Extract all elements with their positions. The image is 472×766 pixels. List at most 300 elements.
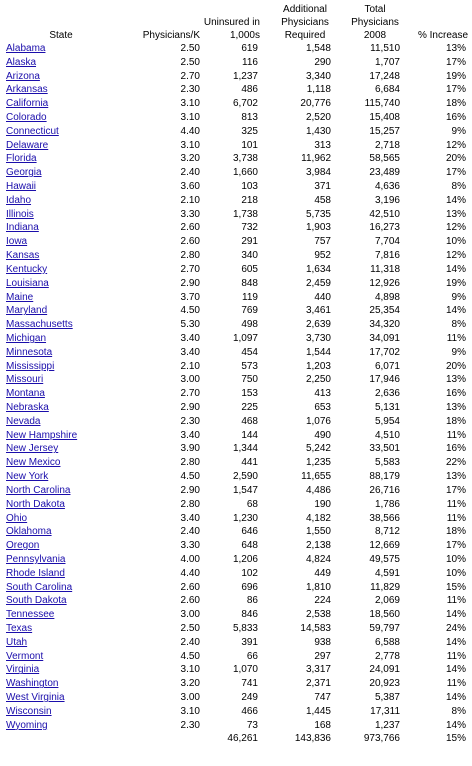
cell-physicians-per-k: 3.40 (180, 429, 200, 441)
cell-percent-increase: 11% (446, 595, 466, 607)
cell-state (0, 650, 122, 664)
cell-uninsured: 1,097 (232, 332, 258, 344)
cell-state (0, 415, 122, 429)
state-link[interactable]: Nevada (6, 415, 41, 427)
cell-total-physicians: 6,684 (374, 84, 400, 96)
cell-total-physicians: 6,588 (374, 636, 400, 648)
cell-physicians-per-k: 3.70 (180, 291, 200, 303)
table-row (0, 139, 472, 153)
cell-additional-physicians: 1,810 (305, 581, 331, 593)
total-uninsured: 46,261 (227, 733, 258, 745)
table-row (0, 470, 472, 484)
cell-state (0, 525, 122, 539)
cell-additional-physicians: 1,445 (305, 705, 331, 717)
cell-percent-increase: 16% (445, 443, 466, 455)
table-row (0, 608, 472, 622)
cell-state (0, 470, 122, 484)
state-link[interactable]: Hawaii (6, 181, 37, 193)
cell-additional-physicians: 3,340 (305, 70, 331, 82)
state-link[interactable]: Mississippi (6, 360, 55, 372)
cell-total-physicians: 5,387 (374, 692, 400, 704)
cell-state (0, 277, 122, 291)
cell-percent-increase: 19% (445, 70, 466, 82)
cell-uninsured: 6,702 (232, 98, 258, 110)
cell-percent-increase: 9% (451, 291, 466, 303)
table-row (0, 456, 472, 470)
state-link[interactable]: New Jersey (6, 443, 59, 455)
cell-state (0, 42, 122, 56)
state-link[interactable]: Vermont (6, 650, 44, 662)
cell-uninsured: 573 (241, 360, 258, 372)
state-link[interactable]: Maine (6, 291, 34, 303)
state-link[interactable]: Indiana (6, 222, 39, 234)
cell-physicians-per-k: 2.40 (180, 526, 200, 538)
cell-additional-physicians: 4,824 (305, 553, 331, 565)
cell-uninsured: 454 (241, 346, 258, 358)
table-row (0, 622, 472, 636)
cell-state (0, 139, 122, 153)
state-link[interactable]: Montana (6, 388, 45, 400)
cell-state (0, 429, 122, 443)
cell-additional-physicians: 14,583 (300, 623, 331, 635)
cell-percent-increase: 14% (445, 664, 466, 676)
cell-uninsured: 119 (242, 291, 258, 303)
cell-state (0, 691, 122, 705)
cell-additional-physicians: 290 (314, 56, 331, 68)
cell-additional-physicians: 3,730 (305, 332, 331, 344)
cell-physicians-per-k: 2.50 (180, 56, 200, 68)
table-row (0, 429, 472, 443)
cell-total-physicians: 5,583 (374, 457, 400, 469)
cell-uninsured: 249 (241, 692, 258, 704)
cell-total-physicians: 26,716 (369, 484, 400, 496)
cell-additional-physicians: 440 (314, 291, 331, 303)
cell-total-physicians: 2,778 (374, 650, 400, 662)
cell-total-physicians: 33,501 (369, 443, 400, 455)
cell-additional-physicians: 1,634 (305, 263, 331, 275)
cell-uninsured: 66 (246, 650, 258, 662)
cell-percent-increase: 17% (445, 84, 466, 96)
state-link[interactable]: Rhode Island (6, 567, 65, 579)
table-row (0, 636, 472, 650)
cell-uninsured: 325 (241, 125, 258, 137)
cell-state (0, 111, 122, 125)
cell-physicians-per-k: 2.70 (180, 263, 200, 275)
state-link[interactable]: North Dakota (6, 498, 65, 510)
cell-total-physicians: 7,816 (374, 250, 400, 262)
cell-total-physicians: 5,954 (374, 415, 400, 427)
cell-total-physicians: 115,740 (364, 98, 400, 110)
cell-state (0, 208, 122, 222)
cell-additional-physicians: 297 (314, 650, 331, 662)
table-row (0, 525, 472, 539)
cell-uninsured: 605 (241, 263, 258, 275)
cell-percent-increase: 13% (445, 208, 466, 220)
state-link[interactable]: West Virginia (6, 692, 65, 704)
cell-percent-increase: 11% (446, 332, 466, 344)
cell-physicians-per-k: 3.30 (180, 208, 200, 220)
cell-additional-physicians: 2,138 (305, 540, 331, 552)
cell-physicians-per-k: 2.80 (180, 498, 200, 510)
table-row (0, 304, 472, 318)
state-link[interactable]: Utah (6, 636, 28, 648)
state-link[interactable]: Alaska (6, 56, 37, 68)
cell-uninsured: 391 (241, 636, 258, 648)
state-link[interactable]: Michigan (6, 332, 47, 344)
cell-total-physicians: 4,510 (374, 429, 400, 441)
state-link[interactable]: Wyoming (6, 719, 48, 731)
state-link[interactable]: New Hampshire (6, 429, 78, 441)
table-row (0, 705, 472, 719)
state-link[interactable]: Virginia (6, 664, 40, 676)
cell-uninsured: 5,833 (232, 623, 258, 635)
cell-uninsured: 2,590 (232, 471, 258, 483)
cell-state (0, 318, 122, 332)
cell-additional-physicians: 2,250 (305, 374, 331, 386)
cell-uninsured: 144 (241, 429, 258, 441)
cell-state (0, 484, 122, 498)
cell-state (0, 125, 122, 139)
cell-state (0, 677, 122, 691)
state-link[interactable]: Wisconsin (6, 705, 52, 717)
cell-uninsured: 218 (241, 194, 258, 206)
state-link[interactable]: South Dakota (6, 595, 67, 607)
cell-uninsured: 846 (241, 609, 258, 621)
state-link[interactable]: Connecticut (6, 125, 59, 137)
cell-uninsured: 741 (241, 678, 258, 690)
cell-uninsured: 648 (241, 540, 258, 552)
table-row (0, 111, 472, 125)
table-body (0, 42, 472, 746)
cell-uninsured: 750 (241, 374, 258, 386)
cell-physicians-per-k: 3.60 (180, 181, 200, 193)
cell-physicians-per-k: 3.10 (180, 111, 200, 123)
cell-uninsured: 619 (241, 42, 258, 54)
table-row (0, 235, 472, 249)
cell-physicians-per-k: 4.40 (180, 125, 200, 137)
cell-percent-increase: 10% (445, 553, 466, 565)
cell-total-physicians: 7,704 (374, 236, 400, 248)
cell-additional-physicians: 20,776 (300, 98, 331, 110)
cell-physicians-per-k: 4.40 (180, 567, 200, 579)
cell-additional-physicians: 2,371 (305, 678, 331, 690)
cell-additional-physicians: 371 (314, 181, 331, 193)
state-link[interactable]: Minnesota (6, 346, 53, 358)
header-uninsured: Uninsured in 1,000s (203, 17, 260, 41)
cell-percent-increase: 11% (446, 429, 466, 441)
cell-state (0, 194, 122, 208)
table-row (0, 56, 472, 70)
cell-additional-physicians: 313 (314, 139, 331, 151)
cell-additional-physicians: 747 (314, 692, 331, 704)
cell-state (0, 622, 122, 636)
totals-empty-cell (0, 733, 122, 746)
cell-physicians-per-k: 2.50 (180, 623, 200, 635)
cell-additional-physicians: 11,655 (301, 471, 331, 483)
table-row (0, 539, 472, 553)
cell-physicians-per-k: 4.50 (180, 305, 200, 317)
table-row (0, 512, 472, 526)
cell-total-physicians: 17,702 (369, 346, 400, 358)
table-row (0, 208, 472, 222)
cell-physicians-per-k: 2.60 (180, 581, 200, 593)
cell-additional-physicians: 413 (314, 388, 331, 400)
state-link[interactable]: California (6, 98, 49, 110)
table-row (0, 595, 472, 609)
table-row (0, 567, 472, 581)
cell-physicians-per-k: 5.30 (180, 319, 200, 331)
cell-physicians-per-k: 2.70 (180, 388, 200, 400)
table-row (0, 83, 472, 97)
table-row (0, 194, 472, 208)
state-link[interactable]: Washington (6, 678, 59, 690)
cell-uninsured: 1,738 (232, 208, 258, 220)
table-row (0, 222, 472, 236)
cell-total-physicians: 11,318 (370, 263, 400, 275)
state-link[interactable]: Missouri (6, 374, 44, 386)
table-row (0, 180, 472, 194)
state-link[interactable]: Georgia (6, 167, 42, 179)
state-link[interactable]: Idaho (6, 194, 32, 206)
cell-percent-increase: 19% (445, 277, 466, 289)
cell-physicians-per-k: 2.10 (180, 360, 200, 372)
state-link[interactable]: North Carolina (6, 484, 71, 496)
cell-state (0, 180, 122, 194)
table-row (0, 691, 472, 705)
state-link[interactable]: Maryland (6, 305, 48, 317)
cell-percent-increase: 20% (445, 153, 466, 165)
state-link[interactable]: New York (6, 471, 49, 483)
cell-uninsured: 486 (241, 84, 258, 96)
cell-physicians-per-k: 2.10 (180, 194, 200, 206)
cell-additional-physicians: 1,076 (305, 415, 331, 427)
cell-percent-increase: 11% (446, 678, 466, 690)
cell-total-physicians: 20,923 (369, 678, 400, 690)
state-link[interactable]: Arkansas (6, 84, 48, 96)
cell-total-physicians: 4,898 (374, 291, 400, 303)
cell-additional-physicians: 952 (314, 250, 331, 262)
cell-percent-increase: 17% (445, 540, 466, 552)
state-link[interactable]: Massachusetts (6, 319, 73, 331)
cell-state (0, 249, 122, 263)
cell-additional-physicians: 3,461 (305, 305, 331, 317)
table-row (0, 97, 472, 111)
cell-total-physicians: 4,591 (374, 567, 400, 579)
cell-physicians-per-k: 2.60 (180, 236, 200, 248)
cell-percent-increase: 12% (445, 250, 466, 262)
state-link[interactable]: Tennessee (6, 609, 55, 621)
state-link[interactable]: Texas (6, 623, 33, 635)
cell-total-physicians: 6,071 (374, 360, 400, 372)
cell-uninsured: 498 (241, 319, 258, 331)
cell-percent-increase: 9% (451, 125, 466, 137)
cell-uninsured: 646 (241, 526, 258, 538)
header-percent-increase: % Increase (417, 30, 469, 41)
cell-state (0, 581, 122, 595)
state-link[interactable]: Illinois (6, 208, 34, 220)
cell-physicians-per-k: 2.40 (180, 167, 200, 179)
cell-total-physicians: 24,091 (369, 664, 400, 676)
totals-row (0, 733, 472, 746)
cell-total-physicians: 34,320 (369, 319, 400, 331)
cell-uninsured: 696 (241, 581, 258, 593)
cell-percent-increase: 18% (445, 415, 466, 427)
cell-total-physicians: 5,131 (374, 402, 400, 414)
cell-physicians-per-k: 3.20 (180, 678, 200, 690)
cell-additional-physicians: 2,459 (305, 277, 331, 289)
cell-state (0, 263, 122, 277)
state-link[interactable]: Colorado (6, 111, 47, 123)
cell-total-physicians: 34,091 (369, 332, 400, 344)
cell-uninsured: 3,738 (232, 153, 258, 165)
state-link[interactable]: Alabama (6, 42, 46, 54)
table-row (0, 360, 472, 374)
cell-total-physicians: 11,829 (370, 581, 400, 593)
state-link[interactable]: Iowa (6, 236, 28, 248)
cell-additional-physicians: 449 (314, 567, 331, 579)
cell-additional-physicians: 1,903 (305, 222, 331, 234)
cell-state (0, 222, 122, 236)
table-row (0, 249, 472, 263)
cell-uninsured: 732 (241, 222, 258, 234)
cell-uninsured: 1,660 (232, 167, 258, 179)
cell-total-physicians: 17,248 (369, 70, 400, 82)
table-row (0, 332, 472, 346)
header-total-physicians: Total Physicians 2008 (351, 4, 399, 41)
state-link[interactable]: Nebraska (6, 402, 49, 414)
cell-physicians-per-k: 2.90 (180, 402, 200, 414)
cell-additional-physicians: 1,118 (306, 84, 331, 96)
cell-state (0, 498, 122, 512)
state-link[interactable]: Pennsylvania (6, 553, 66, 565)
cell-percent-increase: 20% (445, 360, 466, 372)
cell-uninsured: 466 (241, 705, 258, 717)
cell-percent-increase: 15% (445, 581, 466, 593)
cell-additional-physicians: 1,544 (305, 346, 331, 358)
table-row (0, 401, 472, 415)
cell-state (0, 332, 122, 346)
table-row (0, 677, 472, 691)
table-row (0, 277, 472, 291)
cell-uninsured: 291 (241, 236, 258, 248)
cell-state (0, 304, 122, 318)
cell-percent-increase: 17% (445, 56, 466, 68)
state-link[interactable]: Kentucky (6, 263, 48, 275)
cell-total-physicians: 3,196 (374, 194, 400, 206)
cell-additional-physicians: 653 (314, 402, 331, 414)
cell-percent-increase: 13% (445, 402, 466, 414)
cell-total-physicians: 88,179 (369, 471, 400, 483)
cell-uninsured: 73 (246, 719, 258, 731)
cell-uninsured: 441 (241, 457, 258, 469)
cell-total-physicians: 1,786 (374, 498, 400, 510)
cell-physicians-per-k: 3.00 (180, 692, 200, 704)
cell-total-physicians: 17,946 (369, 374, 400, 386)
cell-total-physicians: 12,669 (369, 540, 400, 552)
table-row (0, 664, 472, 678)
cell-uninsured: 225 (241, 402, 258, 414)
cell-state (0, 166, 122, 180)
cell-state (0, 70, 122, 84)
table-row (0, 263, 472, 277)
total-percent-increase: 15% (445, 733, 466, 745)
table-row (0, 166, 472, 180)
cell-percent-increase: 10% (445, 236, 466, 248)
state-link[interactable]: Delaware (6, 139, 49, 151)
cell-total-physicians: 58,565 (369, 153, 400, 165)
cell-total-physicians: 11,510 (370, 42, 400, 54)
cell-percent-increase: 11% (446, 498, 466, 510)
cell-state (0, 97, 122, 111)
cell-percent-increase: 12% (445, 222, 466, 234)
cell-additional-physicians: 1,550 (305, 526, 331, 538)
cell-state (0, 153, 122, 167)
cell-uninsured: 1,237 (232, 70, 258, 82)
cell-physicians-per-k: 2.60 (180, 595, 200, 607)
table-row (0, 498, 472, 512)
cell-physicians-per-k: 2.30 (180, 84, 200, 96)
state-link[interactable]: Oklahoma (6, 526, 52, 538)
state-link[interactable]: Florida (6, 153, 37, 165)
table-row (0, 374, 472, 388)
cell-total-physicians: 1,707 (374, 56, 400, 68)
cell-physicians-per-k: 2.80 (180, 250, 200, 262)
cell-additional-physicians: 1,203 (305, 360, 331, 372)
state-link[interactable]: New Mexico (6, 457, 61, 469)
table-row (0, 581, 472, 595)
cell-uninsured: 340 (241, 250, 258, 262)
table-row (0, 484, 472, 498)
cell-uninsured: 101 (241, 139, 258, 151)
cell-physicians-per-k: 3.10 (180, 705, 200, 717)
cell-physicians-per-k: 4.50 (180, 650, 200, 662)
cell-state (0, 387, 122, 401)
state-link[interactable]: South Carolina (6, 581, 73, 593)
cell-state (0, 705, 122, 719)
cell-total-physicians: 8,712 (374, 526, 400, 538)
cell-additional-physicians: 4,182 (305, 512, 331, 524)
cell-percent-increase: 24% (445, 623, 466, 635)
header-additional-physicians: Additional Physicians Required (281, 4, 329, 41)
state-link[interactable]: Oregon (6, 540, 40, 552)
cell-percent-increase: 14% (445, 305, 466, 317)
cell-state (0, 539, 122, 553)
cell-total-physicians: 2,636 (374, 388, 400, 400)
cell-total-physicians: 59,797 (369, 623, 400, 635)
cell-additional-physicians: 4,486 (305, 484, 331, 496)
cell-state (0, 443, 122, 457)
cell-uninsured: 86 (246, 595, 258, 607)
state-link[interactable]: Arizona (6, 70, 40, 82)
cell-physicians-per-k: 2.60 (180, 222, 200, 234)
cell-total-physicians: 23,489 (369, 167, 400, 179)
table-row (0, 719, 472, 733)
cell-percent-increase: 13% (445, 471, 466, 483)
cell-physicians-per-k: 2.70 (180, 70, 200, 82)
cell-physicians-per-k: 2.30 (180, 415, 200, 427)
state-link[interactable]: Louisiana (6, 277, 49, 289)
cell-percent-increase: 18% (445, 526, 466, 538)
cell-uninsured: 1,206 (232, 553, 258, 565)
cell-uninsured: 1,230 (232, 512, 258, 524)
cell-additional-physicians: 5,242 (305, 443, 331, 455)
cell-percent-increase: 16% (445, 111, 466, 123)
state-link[interactable]: Kansas (6, 250, 40, 262)
cell-total-physicians: 2,718 (374, 139, 400, 151)
cell-total-physicians: 15,257 (369, 125, 400, 137)
state-link[interactable]: Ohio (6, 512, 28, 524)
cell-physicians-per-k: 3.10 (180, 139, 200, 151)
